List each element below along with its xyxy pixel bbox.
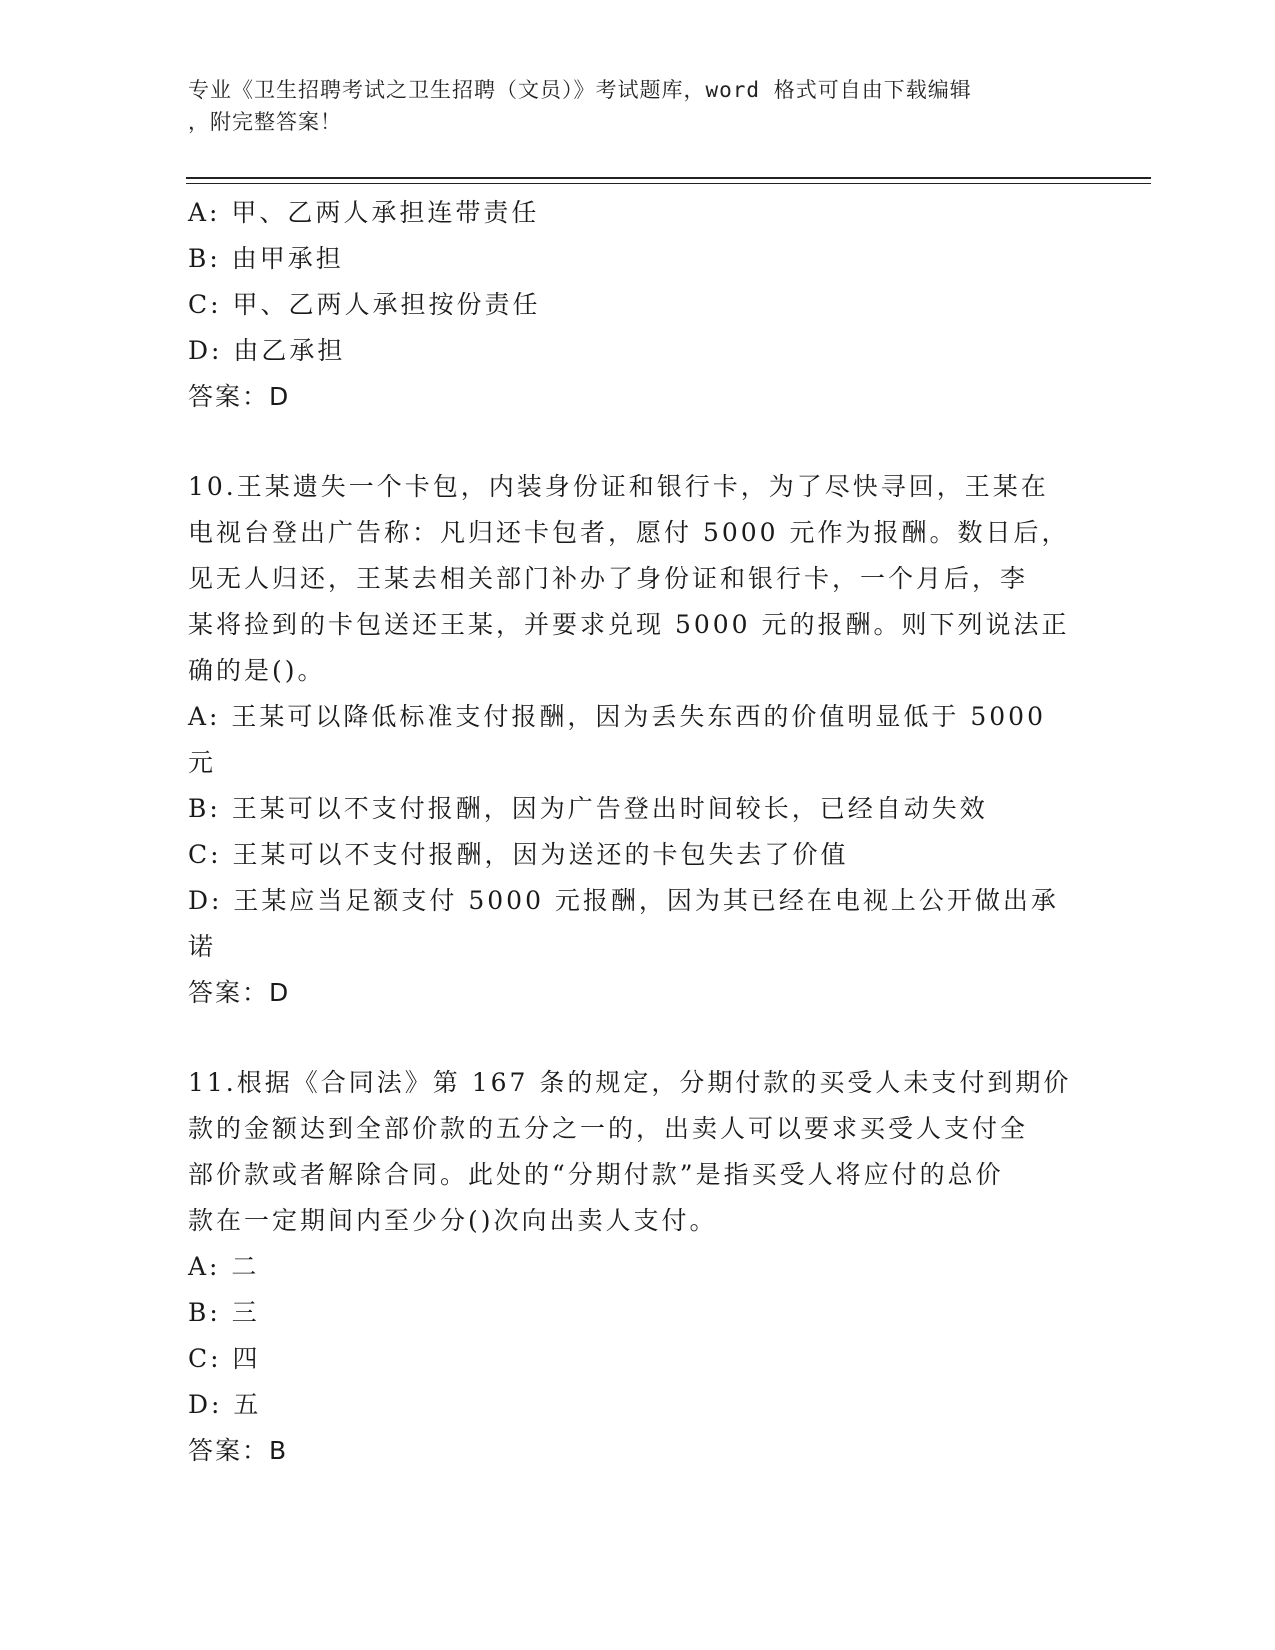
q9-option-b: B: 由甲承担 [188, 244, 344, 273]
spacer [188, 420, 1078, 464]
q11-stem-line-3: 部价款或者解除合同。此处的“分期付款”是指买受人将应付的总价 [188, 1160, 1004, 1189]
q11-option-a: A: 二 [188, 1252, 260, 1281]
q9-option-d: D: 由乙承担 [188, 336, 346, 365]
q9-answer: 答案：D [188, 382, 291, 411]
question-11 [188, 1060, 1078, 1474]
q10-option-a-line-1: A: 王某可以降低标准支付报酬，因为丢失东西的价值明显低于 5000 [188, 702, 1046, 731]
q10-option-d-line-1: D: 王某应当足额支付 5000 元报酬，因为其已经在电视上公开做出承 [188, 886, 1059, 915]
header-line-1: 专业《卫生招聘考试之卫生招聘（文员）》考试题库，word 格式可自由下载编辑 [188, 78, 972, 102]
question-9 [188, 190, 1078, 420]
q11-option-b: B: 三 [188, 1298, 260, 1327]
q10-stem-line-5: 确的是()。 [188, 656, 326, 685]
q10-option-d-line-2: 诺 [188, 932, 217, 961]
header-divider-thin [186, 183, 1151, 184]
q9-option-c: C: 甲、乙两人承担按份责任 [188, 290, 541, 319]
q9-option-a: A: 甲、乙两人承担连带责任 [188, 198, 540, 227]
document-header [188, 74, 1068, 138]
spacer [188, 1016, 1078, 1060]
question-content [188, 190, 1078, 1474]
q11-stem-line-4: 款在一定期间内至少分()次向出卖人支付。 [188, 1206, 718, 1235]
q10-answer: 答案：D [188, 978, 291, 1007]
question-10 [188, 464, 1078, 1016]
q10-stem-line-3: 见无人归还，王某去相关部门补办了身份证和银行卡，一个月后，李 [188, 564, 1029, 593]
q10-stem-line-4: 某将捡到的卡包送还王某，并要求兑现 5000 元的报酬。则下列说法正 [188, 610, 1070, 639]
q11-stem-line-2: 款的金额达到全部价款的五分之一的，出卖人可以要求买受人支付全 [188, 1114, 1029, 1143]
header-divider-thick [186, 177, 1151, 179]
q11-option-d: D: 五 [188, 1390, 262, 1419]
q11-stem-line-1: 11.根据《合同法》第 167 条的规定，分期付款的买受人未支付到期价 [188, 1068, 1072, 1097]
header-line-2: ，附完整答案！ [188, 110, 342, 134]
q10-stem-line-1: 10.王某遗失一个卡包，内装身份证和银行卡，为了尽快寻回，王某在 [188, 472, 1049, 501]
q11-option-c: C: 四 [188, 1344, 261, 1373]
q10-option-c: C: 王某可以不支付报酬，因为送还的卡包失去了价值 [188, 840, 849, 869]
q11-answer: 答案：B [188, 1436, 289, 1465]
q10-stem-line-2: 电视台登出广告称：凡归还卡包者，愿付 5000 元作为报酬。数日后， [188, 518, 1070, 547]
q10-option-b: B: 王某可以不支付报酬，因为广告登出时间较长，已经自动失效 [188, 794, 988, 823]
q10-option-a-line-2: 元 [188, 748, 217, 777]
